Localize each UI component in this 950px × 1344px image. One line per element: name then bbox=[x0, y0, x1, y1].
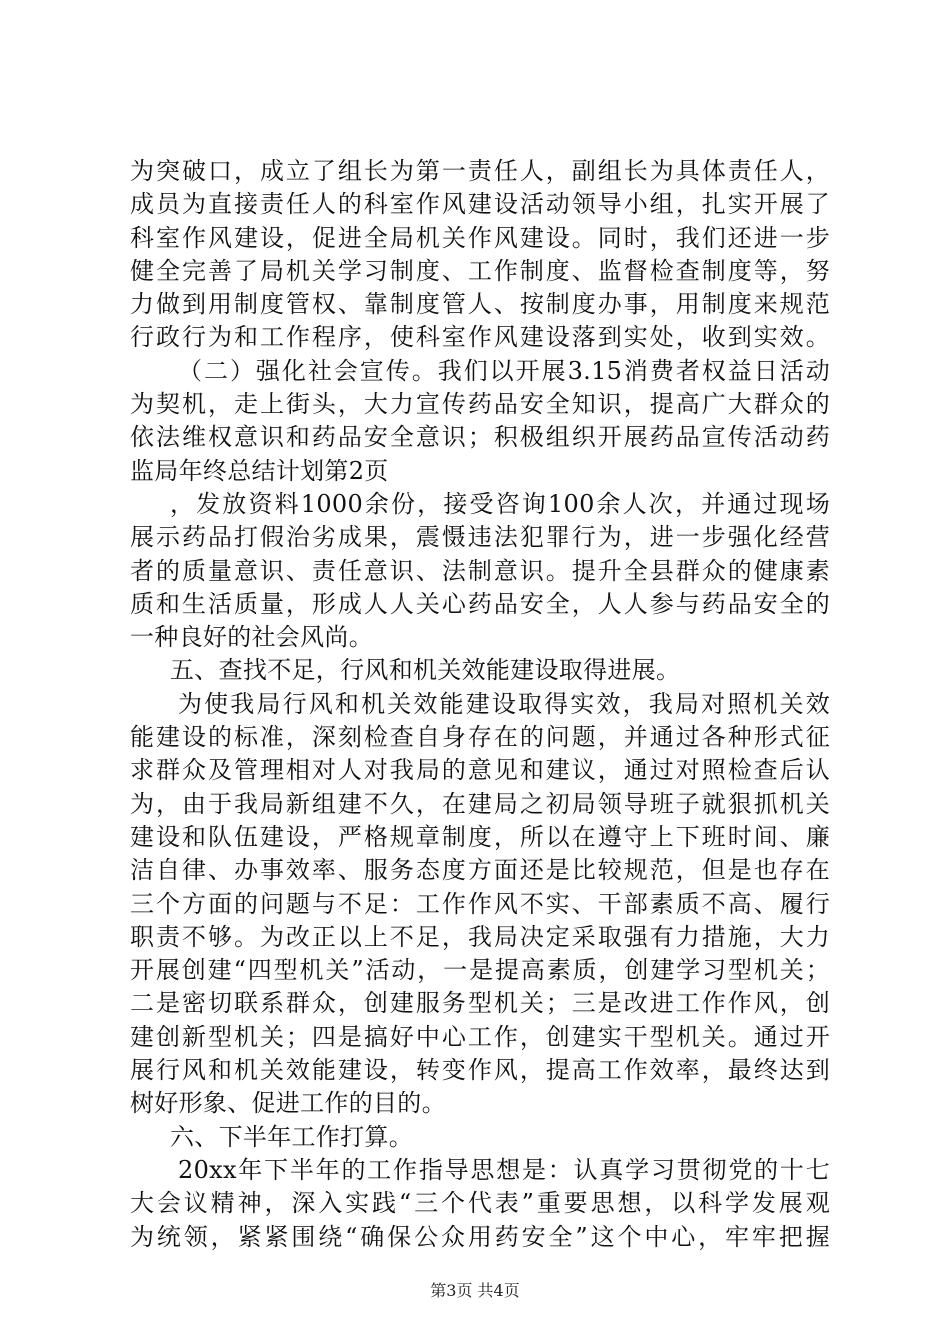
text-line: 依法维权意识和药品安全意识；积极组织开展药品宣传活动药 bbox=[130, 423, 830, 452]
text-line: 为，由于我局新组建不久，在建局之初局领导班子就狠抓机关 bbox=[130, 789, 830, 818]
text-line: 者的质量意识、责任意识、法制意识。提升全县群众的健康素 bbox=[130, 556, 830, 585]
text-line: 为使我局行风和机关效能建设取得实效，我局对照机关效 bbox=[178, 689, 830, 718]
text-line: 开展创建“四型机关”活动，一是提高素质，创建学习型机关； bbox=[130, 956, 830, 985]
text-line: 树好形象、促进工作的目的。 bbox=[130, 1089, 446, 1118]
page-number-footer: 第3页 共4页 bbox=[430, 1281, 520, 1300]
text-line: 20xx年下半年的工作指导思想是：认真学习贯彻党的十七 bbox=[178, 1155, 830, 1184]
text-line: 求群众及管理相对人对我局的意见和建议，通过对照检查后认 bbox=[130, 756, 830, 785]
text-line: 职责不够。为改正以上不足，我局决定采取强有力措施，大力 bbox=[130, 922, 830, 951]
text-line: 二是密切联系群众，创建服务型机关；三是改进工作作风，创 bbox=[130, 989, 830, 1018]
text-line: 一种良好的社会风尚。 bbox=[130, 623, 373, 652]
text-line: 能建设的标准，深刻检查自身存在的问题，并通过各种形式征 bbox=[130, 723, 830, 752]
text-line: 洁自律、办事效率、服务态度方面还是比较规范，但是也存在 bbox=[130, 856, 830, 885]
text-line: 展行风和机关效能建设，转变作风，提高工作效率，最终达到 bbox=[130, 1056, 830, 1085]
text-line: 健全完善了局机关学习制度、工作制度、监督检查制度等，努 bbox=[130, 256, 830, 285]
text-line: 建创新型机关；四是搞好中心工作，创建实干型机关。通过开 bbox=[130, 1022, 830, 1051]
text-line: 建设和队伍建设，严格规章制度，所以在遵守上下班时间、廉 bbox=[130, 822, 830, 851]
section-heading: 六、下半年工作打算。 bbox=[170, 1122, 413, 1151]
section-heading: 五、查找不足，行风和机关效能建设取得进展。 bbox=[170, 656, 681, 685]
text-line: 大会议精神，深入实践“三个代表”重要思想，以科学发展观 bbox=[130, 1189, 830, 1218]
text-line: 为突破口，成立了组长为第一责任人，副组长为具体责任人， bbox=[130, 157, 830, 185]
text-line: 力做到用制度管权、靠制度管人、按制度办事，用制度来规范 bbox=[130, 290, 830, 319]
text-line: 质和生活质量，形成人人关心药品安全，人人参与药品安全的 bbox=[130, 589, 830, 618]
section-heading: （二）强化社会宣传。我们以开展3.15消费者权益日活动 bbox=[178, 356, 830, 385]
text-line: 为统领，紧紧围绕“确保公众用药安全”这个中心，牢牢把握 bbox=[130, 1222, 830, 1251]
text-line: 行政行为和工作程序，使科室作风建设落到实处，收到实效。 bbox=[130, 323, 830, 352]
text-line: 成员为直接责任人的科室作风建设活动领导小组，扎实开展了 bbox=[130, 190, 830, 219]
text-line: 为契机，走上街头，大力宣传药品安全知识，提高广大群众的 bbox=[130, 390, 830, 419]
text-line: 三个方面的问题与不足：工作作风不实、干部素质不高、履行 bbox=[130, 889, 830, 918]
document-body bbox=[130, 155, 830, 1254]
text-line: ，发放资料1000余份，接受咨询100余人次，并通过现场 bbox=[170, 489, 830, 518]
text-line: 科室作风建设，促进全局机关作风建设。同时，我们还进一步 bbox=[130, 223, 830, 252]
text-line: 监局年终总结计划第2页 bbox=[130, 456, 389, 485]
text-line: 展示药品打假治劣成果，震慑违法犯罪行为，进一步强化经营 bbox=[130, 523, 830, 552]
